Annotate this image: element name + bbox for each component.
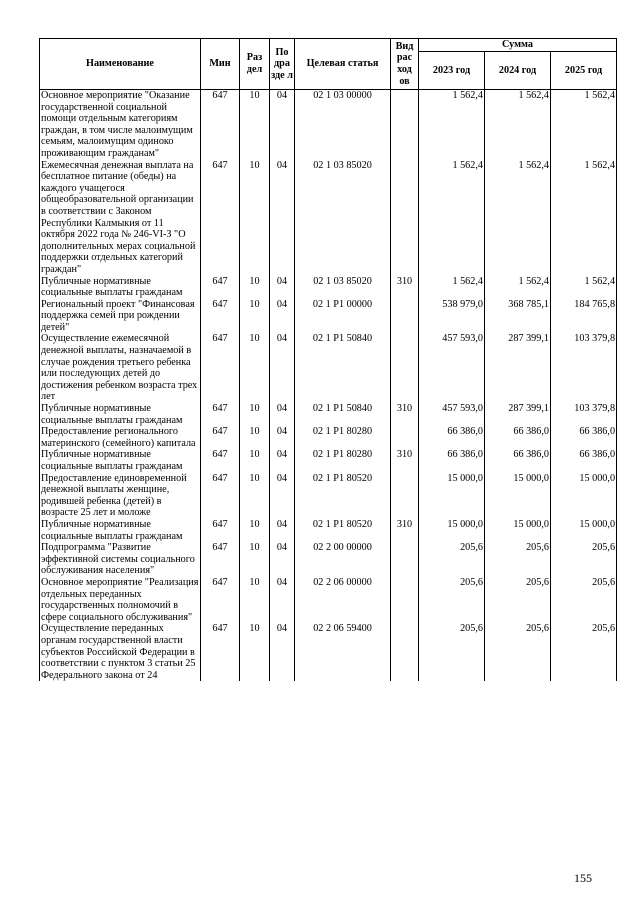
table-cell-2025: 205,6 xyxy=(551,577,617,623)
table-cell-vid xyxy=(391,426,419,449)
table-cell-min: 647 xyxy=(201,449,240,472)
table-cell-2025: 205,6 xyxy=(551,623,617,681)
table-cell-podrazdel: 04 xyxy=(270,90,295,160)
table-cell-target: 02 1 03 85020 xyxy=(295,276,391,299)
table-row xyxy=(40,299,617,334)
table-cell-name: Региональный проект "Финансовая поддержка семей при рождении детей" xyxy=(40,299,201,334)
table-cell-min: 647 xyxy=(201,160,240,276)
header-2024: 2024 год xyxy=(485,52,551,90)
table-cell-min: 647 xyxy=(201,519,240,542)
table-cell-2024: 368 785,1 xyxy=(485,299,551,334)
table-cell-2025: 1 562,4 xyxy=(551,90,617,160)
table-cell-2024: 66 386,0 xyxy=(485,449,551,472)
table-row xyxy=(40,426,617,449)
table-cell-target: 02 1 03 00000 xyxy=(295,90,391,160)
table-cell-name: Ежемесячная денежная выплата на бесплатное питание (обеды) на каждого учащегося общеобразовательной организации в соответствии с Законом Республики Калмыкия от 11 октября 2022 года № 246-VI-З "О дополнительных мерах социальной поддержки отдельных категорий граждан" xyxy=(40,160,201,276)
table-cell-razdel: 10 xyxy=(240,449,270,472)
table-cell-razdel: 10 xyxy=(240,623,270,681)
table-cell-vid xyxy=(391,90,419,160)
table-cell-2024: 205,6 xyxy=(485,623,551,681)
table-cell-vid xyxy=(391,623,419,681)
table-row xyxy=(40,160,617,276)
table-cell-target: 02 1 P1 80280 xyxy=(295,426,391,449)
table-cell-2024: 66 386,0 xyxy=(485,426,551,449)
table-cell-2025: 205,6 xyxy=(551,542,617,577)
table-cell-2024: 287 399,1 xyxy=(485,333,551,403)
table-cell-podrazdel: 04 xyxy=(270,473,295,519)
table-cell-target: 02 2 00 00000 xyxy=(295,542,391,577)
header-name: Наименование xyxy=(40,39,201,90)
table-cell-2023: 66 386,0 xyxy=(419,426,485,449)
table-cell-razdel: 10 xyxy=(240,403,270,426)
table-cell-razdel: 10 xyxy=(240,160,270,276)
table-row xyxy=(40,577,617,623)
table-cell-2023: 205,6 xyxy=(419,577,485,623)
table-cell-podrazdel: 04 xyxy=(270,299,295,334)
table-cell-2023: 1 562,4 xyxy=(419,90,485,160)
table-cell-podrazdel: 04 xyxy=(270,276,295,299)
table-cell-podrazdel: 04 xyxy=(270,623,295,681)
table-cell-2024: 15 000,0 xyxy=(485,519,551,542)
table-cell-razdel: 10 xyxy=(240,299,270,334)
table-cell-razdel: 10 xyxy=(240,426,270,449)
table-row xyxy=(40,542,617,577)
table-cell-2025: 1 562,4 xyxy=(551,276,617,299)
table-cell-name: Публичные нормативные социальные выплаты гражданам xyxy=(40,449,201,472)
header-vid: Вид рас ход ов xyxy=(391,39,419,90)
table-cell-podrazdel: 04 xyxy=(270,449,295,472)
table-cell-podrazdel: 04 xyxy=(270,426,295,449)
table-cell-min: 647 xyxy=(201,276,240,299)
table-row xyxy=(40,473,617,519)
table-cell-2024: 1 562,4 xyxy=(485,160,551,276)
table-cell-podrazdel: 04 xyxy=(270,403,295,426)
table-cell-vid xyxy=(391,299,419,334)
table-cell-vid xyxy=(391,160,419,276)
table-cell-2023: 15 000,0 xyxy=(419,519,485,542)
table-cell-2024: 287 399,1 xyxy=(485,403,551,426)
table-cell-vid xyxy=(391,333,419,403)
table-cell-vid: 310 xyxy=(391,276,419,299)
table-cell-target: 02 1 P1 00000 xyxy=(295,299,391,334)
table-cell-2024: 205,6 xyxy=(485,542,551,577)
table-cell-2024: 15 000,0 xyxy=(485,473,551,519)
table-cell-2023: 1 562,4 xyxy=(419,276,485,299)
table-cell-2023: 1 562,4 xyxy=(419,160,485,276)
table-cell-2023: 457 593,0 xyxy=(419,403,485,426)
table-cell-name: Осуществление переданных органам государственной власти субъектов Российской Федерации в соответствии с пунктом 3 статьи 25 Федерального закона от 24 xyxy=(40,623,201,681)
table-cell-min: 647 xyxy=(201,577,240,623)
table-cell-2023: 205,6 xyxy=(419,542,485,577)
table-cell-razdel: 10 xyxy=(240,333,270,403)
table-cell-vid xyxy=(391,542,419,577)
table-cell-podrazdel: 04 xyxy=(270,577,295,623)
table-cell-2023: 538 979,0 xyxy=(419,299,485,334)
table-cell-target: 02 1 P1 80520 xyxy=(295,473,391,519)
header-2023: 2023 год xyxy=(419,52,485,90)
table-cell-2025: 66 386,0 xyxy=(551,426,617,449)
table-row xyxy=(40,333,617,403)
table-cell-min: 647 xyxy=(201,623,240,681)
table-cell-razdel: 10 xyxy=(240,519,270,542)
table-cell-2024: 1 562,4 xyxy=(485,90,551,160)
table-row xyxy=(40,403,617,426)
header-razdel: Раз дел xyxy=(240,39,270,90)
table-cell-target: 02 1 P1 50840 xyxy=(295,333,391,403)
table-cell-2025: 103 379,8 xyxy=(551,333,617,403)
table-cell-min: 647 xyxy=(201,426,240,449)
header-sum: Сумма xyxy=(419,39,617,52)
table-cell-target: 02 1 P1 80280 xyxy=(295,449,391,472)
table-cell-name: Осуществление ежемесячной денежной выплаты, назначаемой в случае рождения третьего ребенка или последующих детей до достижения ребенком возраста трех лет xyxy=(40,333,201,403)
table-row xyxy=(40,623,617,681)
table-cell-vid: 310 xyxy=(391,403,419,426)
table-cell-target: 02 2 06 59400 xyxy=(295,623,391,681)
table-cell-target: 02 2 06 00000 xyxy=(295,577,391,623)
table-cell-2024: 1 562,4 xyxy=(485,276,551,299)
table-cell-2025: 103 379,8 xyxy=(551,403,617,426)
table-cell-2023: 205,6 xyxy=(419,623,485,681)
table-cell-min: 647 xyxy=(201,333,240,403)
budget-table xyxy=(39,38,617,681)
table-cell-name: Основное мероприятие "Оказание государственной социальной помощи отдельным категориям граждан, в том числе малоимущим семьям, малоимущим одиноко проживающим гражданам" xyxy=(40,90,201,160)
header-min: Мин xyxy=(201,39,240,90)
table-cell-vid: 310 xyxy=(391,449,419,472)
table-cell-name: Предоставление единовременной денежной выплаты женщине, родившей ребенка (детей) в возрасте 25 лет и моложе xyxy=(40,473,201,519)
table-cell-name: Подпрограмма "Развитие эффективной системы социального обслуживания населения" xyxy=(40,542,201,577)
table-cell-min: 647 xyxy=(201,542,240,577)
table-cell-podrazdel: 04 xyxy=(270,160,295,276)
table-cell-name: Публичные нормативные социальные выплаты гражданам xyxy=(40,403,201,426)
table-cell-target: 02 1 03 85020 xyxy=(295,160,391,276)
table-cell-name: Основное мероприятие "Реализация отдельных переданных государственных полномочий в сфере социального обслуживания" xyxy=(40,577,201,623)
table-cell-podrazdel: 04 xyxy=(270,333,295,403)
table-cell-target: 02 1 P1 80520 xyxy=(295,519,391,542)
table-cell-razdel: 10 xyxy=(240,577,270,623)
table-cell-2025: 66 386,0 xyxy=(551,449,617,472)
table-cell-vid xyxy=(391,577,419,623)
table-row xyxy=(40,90,617,160)
header-target: Целевая статья xyxy=(295,39,391,90)
header-2025: 2025 год xyxy=(551,52,617,90)
table-cell-2025: 15 000,0 xyxy=(551,473,617,519)
table-cell-min: 647 xyxy=(201,299,240,334)
table-cell-razdel: 10 xyxy=(240,542,270,577)
header-podrazdel: По дра зде л xyxy=(270,39,295,90)
table-cell-2023: 15 000,0 xyxy=(419,473,485,519)
table-cell-name: Публичные нормативные социальные выплаты гражданам xyxy=(40,519,201,542)
table-cell-name: Публичные нормативные социальные выплаты гражданам xyxy=(40,276,201,299)
table-cell-podrazdel: 04 xyxy=(270,542,295,577)
table-cell-min: 647 xyxy=(201,90,240,160)
table-row xyxy=(40,276,617,299)
table-cell-2025: 15 000,0 xyxy=(551,519,617,542)
table-cell-razdel: 10 xyxy=(240,473,270,519)
table-cell-razdel: 10 xyxy=(240,276,270,299)
table-cell-2024: 205,6 xyxy=(485,577,551,623)
table-cell-min: 647 xyxy=(201,403,240,426)
table-cell-2023: 457 593,0 xyxy=(419,333,485,403)
table-cell-vid: 310 xyxy=(391,519,419,542)
table-cell-2025: 1 562,4 xyxy=(551,160,617,276)
table-cell-target: 02 1 P1 50840 xyxy=(295,403,391,426)
table-cell-2025: 184 765,8 xyxy=(551,299,617,334)
table-cell-min: 647 xyxy=(201,473,240,519)
page-number: 155 xyxy=(574,871,592,885)
table-cell-razdel: 10 xyxy=(240,90,270,160)
table-cell-2023: 66 386,0 xyxy=(419,449,485,472)
table-cell-vid xyxy=(391,473,419,519)
table-cell-name: Предоставление регионального материнского (семейного) капитала xyxy=(40,426,201,449)
table-row xyxy=(40,519,617,542)
table-row xyxy=(40,449,617,472)
table-cell-podrazdel: 04 xyxy=(270,519,295,542)
